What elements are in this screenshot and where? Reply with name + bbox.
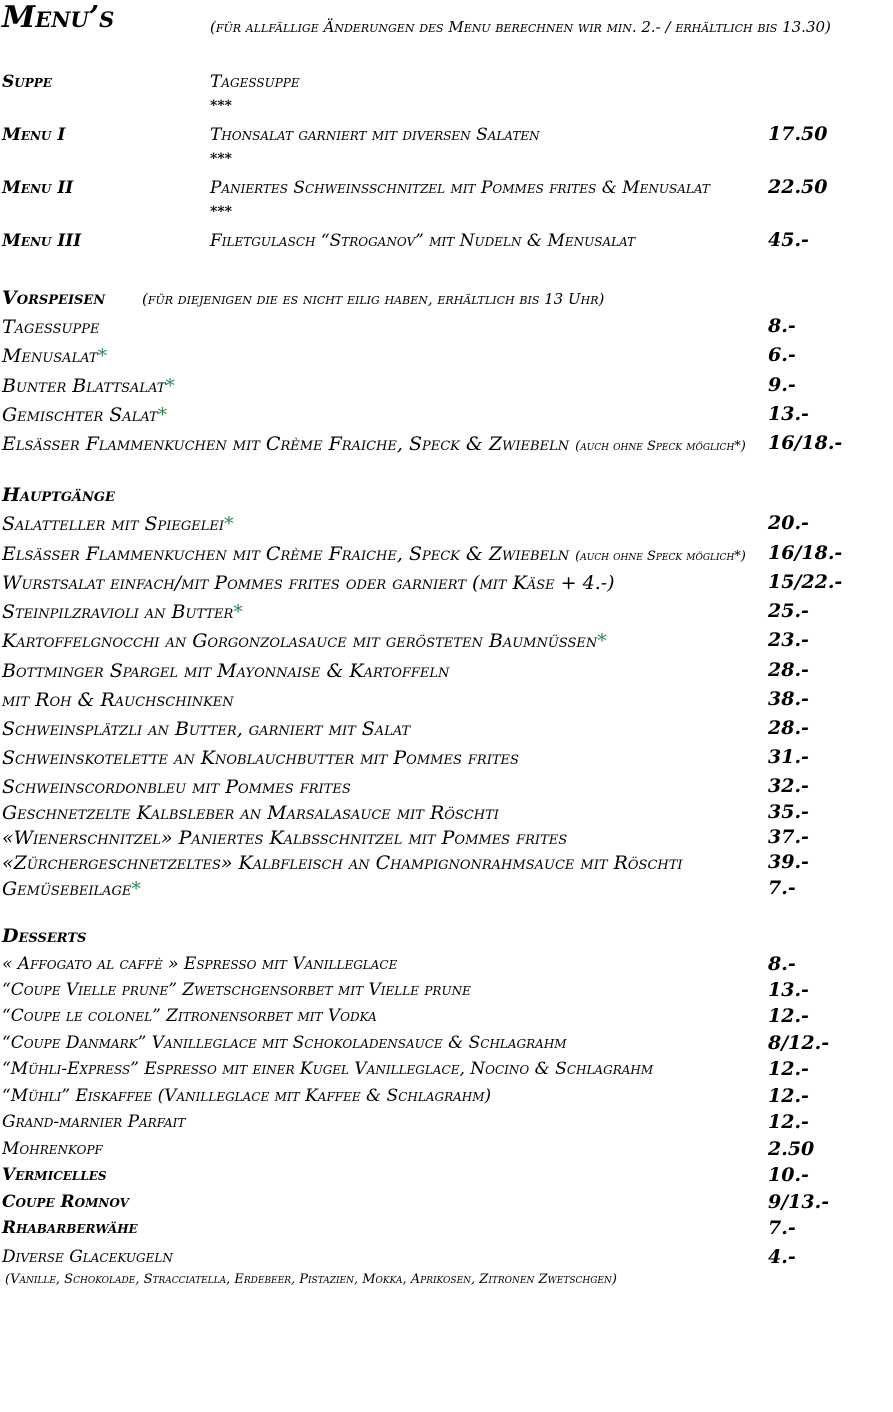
menu-item-name xyxy=(2,543,746,565)
vegetarian-star: * xyxy=(165,375,175,397)
item-name-text: Tagessuppe xyxy=(2,316,100,338)
menu-item-name xyxy=(2,718,410,740)
menu-item-price: 12.- xyxy=(768,1058,809,1080)
menu-item-price: 8/12.- xyxy=(768,1032,830,1054)
menu-desc-1: Thonsalat garniert mit diversen Salaten xyxy=(210,125,540,145)
menu-item-price: 37.- xyxy=(768,826,809,848)
menu-item-price: 7.- xyxy=(768,1217,796,1239)
menu-desc-2: Paniertes Schweinsschnitzel mit Pommes frites & Menusalat xyxy=(210,178,710,198)
menu-label-3: Menu III xyxy=(2,231,82,251)
menu-item-price: 4.- xyxy=(768,1246,796,1268)
title-note: (für allfällige Änderungen des Menu berechnen wir min. 2.- / erhältlich bis 13.30) xyxy=(210,18,831,36)
glacekugeln-footnote: (Vanille, Schokolade, Stracciatella, Erdebeer, Pistazien, Mokka, Aprikosen, Zitronen Zwetschgen) xyxy=(5,1272,617,1287)
menu-item-name xyxy=(2,852,683,874)
item-name-text: Grand-marnier Parfait xyxy=(2,1112,186,1132)
vegetarian-star: * xyxy=(157,404,168,426)
menu-item-name xyxy=(2,1006,377,1026)
menu-item-price: 35.- xyxy=(768,801,809,823)
menu-desc-suppe: Tagessuppe xyxy=(210,72,300,92)
menu-item-price: 28.- xyxy=(768,659,809,681)
item-name-text: Menusalat xyxy=(2,345,98,367)
vegetarian-star: * xyxy=(97,345,108,367)
item-name-text: Schweinscordonbleu mit Pommes frites xyxy=(2,776,351,798)
item-name-text: Elsässer Flammenkuchen mit Crème Fraiche, Speck & Zwiebeln xyxy=(2,433,570,455)
menu-item-name xyxy=(2,1247,173,1267)
menu-item-price: 12.- xyxy=(768,1085,809,1107)
item-name-text: “Mühli-Express” Espresso mit einer Kugel Vanilleglace, Nocino & Schlagrahm xyxy=(2,1059,654,1079)
item-name-text: Salatteller mit Spiegelei xyxy=(2,513,225,535)
item-name-text: Geschnetzelte Kalbsleber an Marsalasauce mit Röschti xyxy=(2,802,499,824)
menu-item-price: 38.- xyxy=(768,688,809,710)
menu-item-name xyxy=(2,1192,129,1212)
menu-item-price: 10.- xyxy=(768,1164,809,1186)
menu-price-1: 17.50 xyxy=(768,123,828,145)
menu-stars-2: *** xyxy=(210,204,232,220)
menu-item-price: 39.- xyxy=(768,851,809,873)
section-heading-desserts: Desserts xyxy=(2,925,87,947)
menu-item-name xyxy=(2,513,234,535)
item-name-text: Vermicelles xyxy=(2,1165,107,1185)
menu-label-1: Menu I xyxy=(2,125,66,145)
item-name-text: Gemüsebeilage xyxy=(2,878,132,900)
item-name-text: Bunter Blattsalat xyxy=(2,375,166,397)
menu-item-name xyxy=(2,980,471,1000)
menu-item-name xyxy=(2,572,615,594)
menu-item-price: 15/22.- xyxy=(768,571,843,593)
section-heading-vorspeisen xyxy=(2,287,105,309)
item-name-text: Schweinsplätzli an Butter, garniert mit Salat xyxy=(2,718,411,740)
menu-item-price: 25.- xyxy=(768,600,809,622)
menu-item-price: 8.- xyxy=(768,953,796,975)
menu-item-price: 20.- xyxy=(768,512,809,534)
menu-item-name xyxy=(2,1218,138,1238)
menu-item-price: 8.- xyxy=(768,315,796,337)
item-name-text: “Mühli” Eiskaffee (Vanilleglace mit Kaffee & Schlagrahm) xyxy=(2,1086,492,1106)
menu-item-name xyxy=(2,954,397,974)
menu-item-price: 7.- xyxy=(768,877,796,899)
vorspeisen-note: (für diejenigen die es nicht eilig haben, erhältlich bis 13 Uhr) xyxy=(142,290,605,308)
menu-price-3: 45.- xyxy=(768,229,809,251)
menu-item-price: 13.- xyxy=(768,403,809,425)
item-name-text: Wurstsalat einfach/mit Pommes frites oder garniert (mit Käse + 4.-) xyxy=(2,572,615,594)
menu-label-2: Menu II xyxy=(2,178,74,198)
menu-item-name xyxy=(2,802,499,824)
menu-item-name xyxy=(2,776,351,798)
item-name-text: «Wienerschnitzel» Paniertes Kalbsschnitzel mit Pommes frites xyxy=(2,827,568,849)
item-name-text: Kartoffelgnocchi an Gorgonzolasauce mit gerösteten Baumnüssen xyxy=(2,630,598,652)
menu-item-name xyxy=(2,1059,653,1079)
vegetarian-star: * xyxy=(597,630,607,652)
item-note: (auch ohne Speck möglich*) xyxy=(575,439,746,454)
item-name-text: “Coupe Danmark” Vanilleglace mit Schokoladensauce & Schlagrahm xyxy=(2,1033,567,1053)
item-name-text: Elsässer Flammenkuchen mit Crème Fraiche, Speck & Zwiebeln xyxy=(2,543,570,565)
item-name-text: “Coupe le colonel” Zitronensorbet mit Vodka xyxy=(2,1006,377,1026)
menu-item-name xyxy=(2,316,99,338)
item-name-text: Mohrenkopf xyxy=(2,1139,103,1159)
menu-item-name xyxy=(2,1033,567,1053)
menu-item-price: 28.- xyxy=(768,717,809,739)
vegetarian-star: * xyxy=(233,601,243,623)
menu-item-name xyxy=(2,630,607,652)
item-name-text: mit Roh & Rauchschinken xyxy=(2,689,234,711)
item-name-text: Steinpilzravioli an Butter xyxy=(2,601,234,623)
menu-item-name xyxy=(2,827,567,849)
item-name-text: Diverse Glacekugeln xyxy=(2,1247,173,1267)
menu-item-name xyxy=(2,747,519,769)
vegetarian-star: * xyxy=(224,513,234,535)
item-name-text: Coupe Romnov xyxy=(2,1192,129,1212)
menu-item-name xyxy=(2,878,141,900)
menu-item-price: 9.- xyxy=(768,374,796,396)
menu-item-price: 23.- xyxy=(768,629,809,651)
item-name-text: « Affogato al caffè » Espresso mit Vanilleglace xyxy=(2,954,398,974)
page-title: Menu’s xyxy=(2,0,115,35)
menu-item-name xyxy=(2,1112,185,1132)
menu-item-name xyxy=(2,1165,107,1185)
menu-item-name xyxy=(2,345,107,367)
section-heading-hauptgaenge: Hauptgänge xyxy=(2,484,115,506)
menu-stars-suppe: *** xyxy=(210,98,232,114)
menu-price-2: 22.50 xyxy=(768,176,828,198)
item-name-text: Bottminger Spargel mit Mayonnaise & Kartoffeln xyxy=(2,660,450,682)
menu-item-name xyxy=(2,433,746,455)
item-name-text: Gemischter Salat xyxy=(2,404,158,426)
menu-item-price: 9/13.- xyxy=(768,1191,830,1213)
menu-item-name xyxy=(2,1086,491,1106)
menu-item-price: 12.- xyxy=(768,1111,809,1133)
menu-item-name xyxy=(2,689,234,711)
menu-item-price: 16/18.- xyxy=(768,432,843,454)
menu-item-price: 31.- xyxy=(768,746,809,768)
menu-item-name xyxy=(2,404,167,426)
item-name-text: “Coupe Vielle prune” Zwetschgensorbet mit Vielle prune xyxy=(2,980,471,1000)
menu-item-price: 16/18.- xyxy=(768,542,843,564)
menu-item-price: 6.- xyxy=(768,344,796,366)
menu-item-price: 13.- xyxy=(768,979,809,1001)
menu-item-price: 12.- xyxy=(768,1005,809,1027)
item-name-text: Schweinskotelette an Knoblauchbutter mit Pommes frites xyxy=(2,747,519,769)
menu-desc-3: Filetgulasch “Stroganov” mit Nudeln & Menusalat xyxy=(210,231,636,251)
menu-item-price: 2.50 xyxy=(768,1138,815,1160)
menu-label-suppe: Suppe xyxy=(2,72,52,92)
menu-item-name xyxy=(2,660,449,682)
item-note: (auch ohne Speck möglich*) xyxy=(575,549,746,564)
vegetarian-star: * xyxy=(131,878,141,900)
item-name-text: «Zürchergeschnetzeltes» Kalbfleisch an Champignonrahmsauce mit Röschti xyxy=(2,852,683,874)
menu-item-name xyxy=(2,601,243,623)
vorspeisen-heading: Vorspeisen xyxy=(2,287,106,309)
menu-item-name xyxy=(2,375,175,397)
menu-stars-1: *** xyxy=(210,151,232,167)
item-name-text: Rhabarberwähe xyxy=(2,1218,138,1238)
menu-item-price: 32.- xyxy=(768,775,809,797)
menu-item-name xyxy=(2,1139,103,1159)
